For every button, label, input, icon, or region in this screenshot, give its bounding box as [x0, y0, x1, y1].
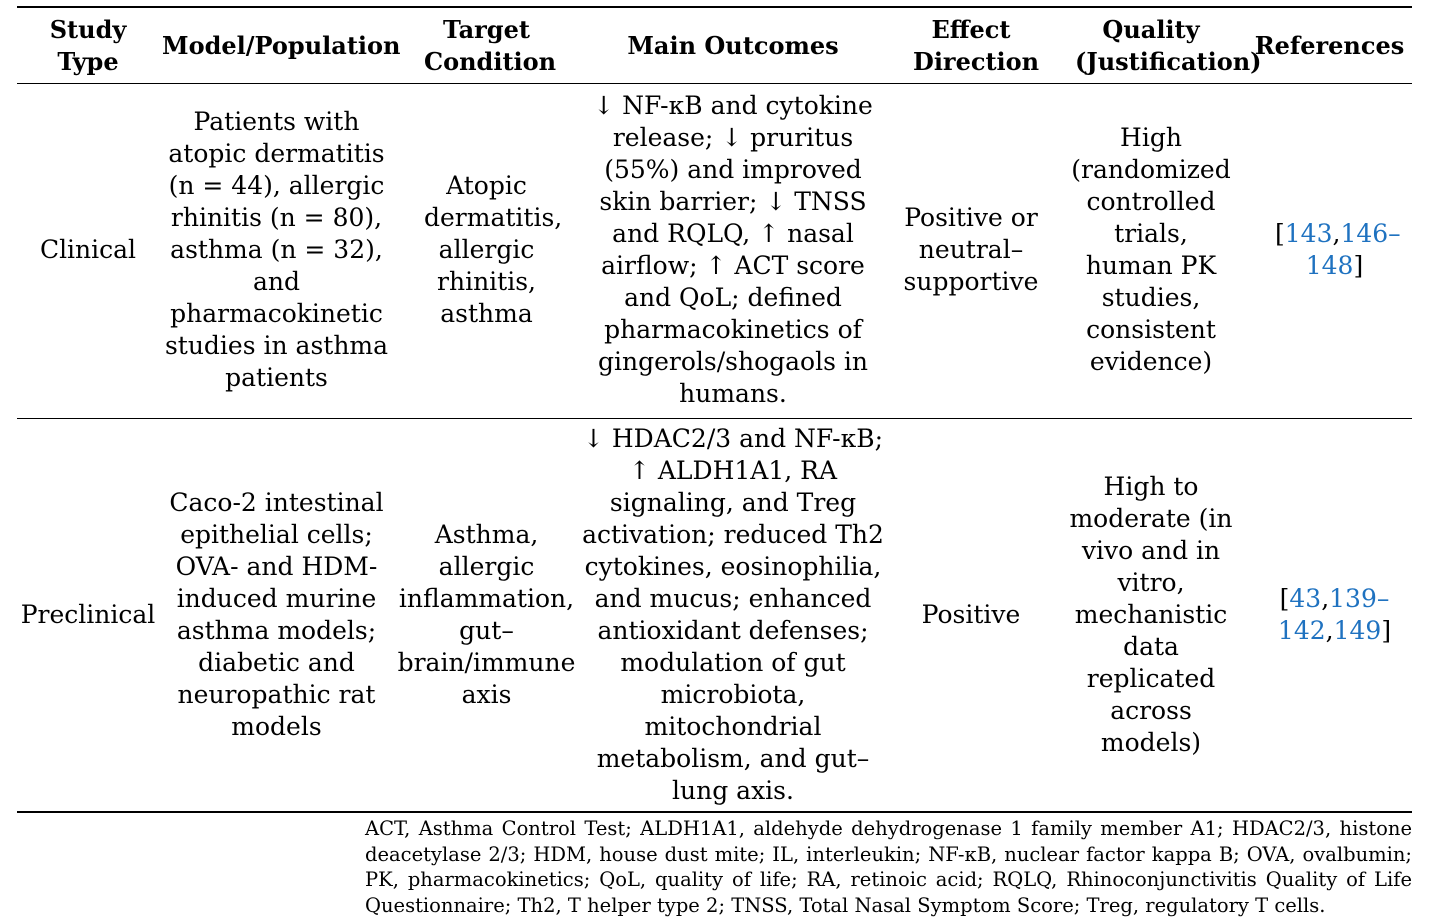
- table-row: [17, 419, 1412, 813]
- header-model-population: Model/Population: [159, 7, 394, 84]
- header-target-condition: Target Condition: [394, 7, 579, 84]
- ref-link-143[interactable]: 143: [1284, 219, 1333, 248]
- header-study-type: Study Type: [17, 7, 159, 84]
- cell-study-type: Clinical: [17, 84, 159, 419]
- cell-main-outcomes: ↓ HDAC2/3 and NF-κB; ↑ ALDH1A1, RA signaling, and Treg activation; reduced Th2 cytokines, eosinophilia, and mucus; enhanced antioxidant defenses; modulation of gut microbiota, mitochondrial metabolism, and gut–lung axis.: [579, 419, 887, 813]
- cell-target-condition: Asthma, allergic inflammation, gut–brain/immune axis: [394, 419, 579, 813]
- ref-bracket-open: [: [1275, 219, 1285, 248]
- cell-references: [1247, 84, 1412, 419]
- cell-effect-direction: Positive: [887, 419, 1055, 813]
- cell-effect-direction: Positive or neutral–supportive: [887, 84, 1055, 419]
- ref-separator: ,: [1325, 616, 1334, 645]
- header-main-outcomes: Main Outcomes: [579, 7, 887, 84]
- cell-quality: High to moderate (in vivo and in vitro, mechanistic data replicated across models): [1055, 419, 1247, 813]
- cell-references: [1247, 419, 1412, 813]
- cell-study-type: Preclinical: [17, 419, 159, 813]
- header-references: References: [1247, 7, 1412, 84]
- cell-target-condition: Atopic dermatitis, allergic rhinitis, asthma: [394, 84, 579, 419]
- cell-quality: High (randomized controlled trials, human PK studies, consistent evidence): [1055, 84, 1247, 419]
- cell-model-population: Patients with atopic dermatitis (n = 44), allergic rhinitis (n = 80), asthma (n = 32), and pharmacokinetic studies in asthma patients: [159, 84, 394, 419]
- ref-bracket-close: ]: [1381, 616, 1392, 645]
- ref-link-139-142[interactable]: 139–142: [1277, 584, 1390, 645]
- ref-link-149[interactable]: 149: [1333, 616, 1382, 645]
- evidence-table-container: [17, 6, 1412, 813]
- ref-bracket-close: ]: [1353, 251, 1364, 280]
- header-effect-direction: Effect Direction: [887, 7, 1055, 84]
- cell-main-outcomes: ↓ NF-κB and cytokine release; ↓ pruritus (55%) and improved skin barrier; ↓ TNSS and RQLQ, ↑ nasal airflow; ↑ ACT score and QoL; defined pharmacokinetics of gingerols/shogaols in humans.: [579, 84, 887, 419]
- ref-link-146-148[interactable]: 146–148: [1305, 219, 1401, 280]
- ref-link-43[interactable]: 43: [1289, 584, 1322, 613]
- ref-bracket-open: [: [1279, 584, 1290, 613]
- table-footnote: ACT, Asthma Control Test; ALDH1A1, aldehyde dehydrogenase 1 family member A1; HDAC2/3, histone deacetylase 2/3; HDM, house dust mite; IL, interleukin; NF-κB, nuclear factor kappa B; OVA, ovalbumin; PK, pharmacokinetics; QoL, quality of life; RA, retinoic acid; RQLQ, Rhinoconjunctivitis Quality of Life Questionnaire; Th2, T helper type 2; TNSS, Total Nasal Symptom Score; Treg, regulatory T cells.: [365, 817, 1412, 917]
- cell-model-population: Caco-2 intestinal epithelial cells; OVA- and HDM-induced murine asthma models; diabetic and neuropathic rat models: [159, 419, 394, 813]
- table-header-row: [17, 7, 1412, 84]
- header-quality: Quality (Justification): [1055, 7, 1247, 84]
- ref-separator: ,: [1332, 219, 1341, 248]
- evidence-table: [17, 6, 1412, 813]
- table-row: [17, 84, 1412, 419]
- ref-separator: ,: [1321, 584, 1330, 613]
